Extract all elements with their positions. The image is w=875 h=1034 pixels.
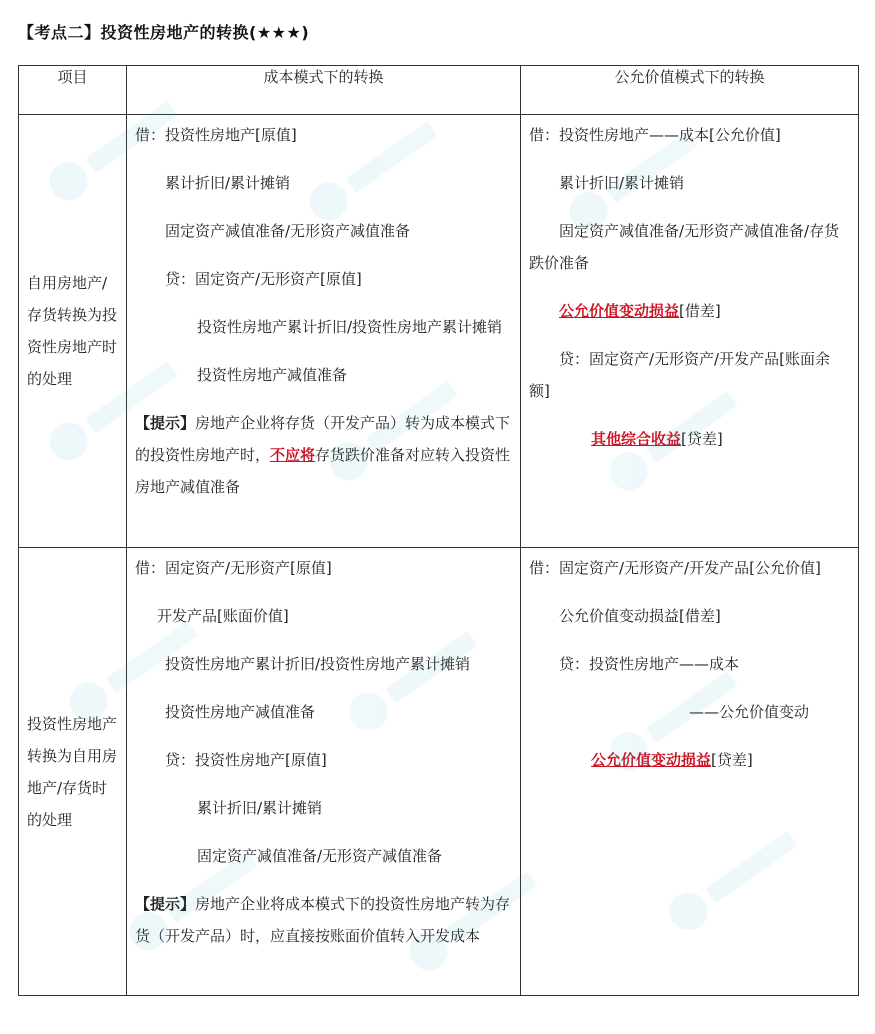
row2-cost-cell bbox=[127, 548, 521, 996]
row1-cost-line1: 借：投资性房地产[原值] bbox=[135, 126, 297, 144]
row2-fair-line4: ——公允价值变动 bbox=[689, 703, 810, 721]
row1-cost-cell bbox=[127, 115, 521, 548]
row1-cost-line6: 投资性房地产减值准备 bbox=[197, 366, 348, 384]
row2-fair-line5: 公允价值变动损益[贷差] bbox=[591, 751, 753, 769]
header-item: 项目 bbox=[19, 66, 127, 115]
row2-fair-line2: 公允价值变动损益[借差] bbox=[559, 607, 721, 625]
row1-fair-cell bbox=[521, 115, 859, 548]
header-cost-model: 成本模式下的转换 bbox=[127, 66, 521, 115]
row2-cost-line5: 贷：投资性房地产[原值] bbox=[165, 751, 327, 769]
hint-emphasis: 不应将 bbox=[270, 446, 316, 464]
hint-text: 房地产企业将成本模式下的投资性房地产转为存货（开发产品）时，应直接按账面价值转入开发成本 bbox=[135, 895, 511, 945]
hint-text-b: 存货跌价准备对应转入投资性房地产减值准备 bbox=[135, 446, 511, 496]
hint-tag: 【提示】 bbox=[135, 414, 196, 432]
table-row bbox=[19, 548, 859, 996]
row1-fair-line6: 其他综合收益[贷差] bbox=[591, 430, 723, 448]
row1-cost-line3: 固定资产减值准备/无形资产减值准备 bbox=[165, 222, 411, 240]
row1-fair-line1: 借：投资性房地产——成本[公允价值] bbox=[529, 126, 781, 144]
table-row bbox=[19, 115, 859, 548]
row1-fair-line4: 公允价值变动损益[借差] bbox=[559, 302, 721, 320]
row1-item: 自用房地产/存货转换为投资性房地产时的处理 bbox=[19, 115, 127, 548]
row1-cost-line5: 投资性房地产累计折旧/投资性房地产累计摊销 bbox=[197, 318, 503, 336]
row2-cost-line4: 投资性房地产减值准备 bbox=[165, 703, 316, 721]
row2-cost-line1: 借：固定资产/无形资产[原值] bbox=[135, 559, 332, 577]
row2-cost-hint bbox=[135, 888, 512, 952]
table-header-row bbox=[19, 66, 859, 115]
row1-fair-line5: 贷：固定资产/无形资产/开发产品[账面余额] bbox=[529, 350, 830, 400]
row1-cost-hint bbox=[135, 407, 512, 503]
hint-tag: 【提示】 bbox=[135, 895, 196, 913]
page-title: 【考点二】投资性房地产的转换(★★★) bbox=[18, 23, 310, 42]
row2-item: 投资性房地产转换为自用房地产/存货时的处理 bbox=[19, 548, 127, 996]
row1-fair-line3: 固定资产减值准备/无形资产减值准备/存货跌价准备 bbox=[529, 222, 840, 272]
row2-cost-line6: 累计折旧/累计摊销 bbox=[197, 799, 323, 817]
header-fair-value-model: 公允价值模式下的转换 bbox=[521, 66, 859, 115]
row1-cost-line4: 贷：固定资产/无形资产[原值] bbox=[165, 270, 362, 288]
row2-cost-line7: 固定资产减值准备/无形资产减值准备 bbox=[197, 847, 443, 865]
fair-value-change-gain-loss: 公允价值变动损益 bbox=[591, 751, 712, 769]
row2-cost-line2: 开发产品[账面价值] bbox=[157, 607, 289, 625]
row1-fair-line2: 累计折旧/累计摊销 bbox=[559, 174, 685, 192]
row2-fair-line3: 贷：投资性房地产——成本 bbox=[559, 655, 740, 673]
row1-cost-line2: 累计折旧/累计摊销 bbox=[165, 174, 291, 192]
hint-text-a: 房地产企业将存货（开发产品）转为成本模式下的投资性房地产时， bbox=[135, 414, 511, 464]
row2-fair-cell bbox=[521, 548, 859, 996]
row2-cost-line3: 投资性房地产累计折旧/投资性房地产累计摊销 bbox=[165, 655, 471, 673]
fair-value-change-gain-loss: 公允价值变动损益 bbox=[559, 302, 680, 320]
row2-fair-line1: 借：固定资产/无形资产/开发产品[公允价值] bbox=[529, 559, 821, 577]
conversion-table bbox=[18, 65, 859, 996]
other-comprehensive-income: 其他综合收益 bbox=[591, 430, 682, 448]
